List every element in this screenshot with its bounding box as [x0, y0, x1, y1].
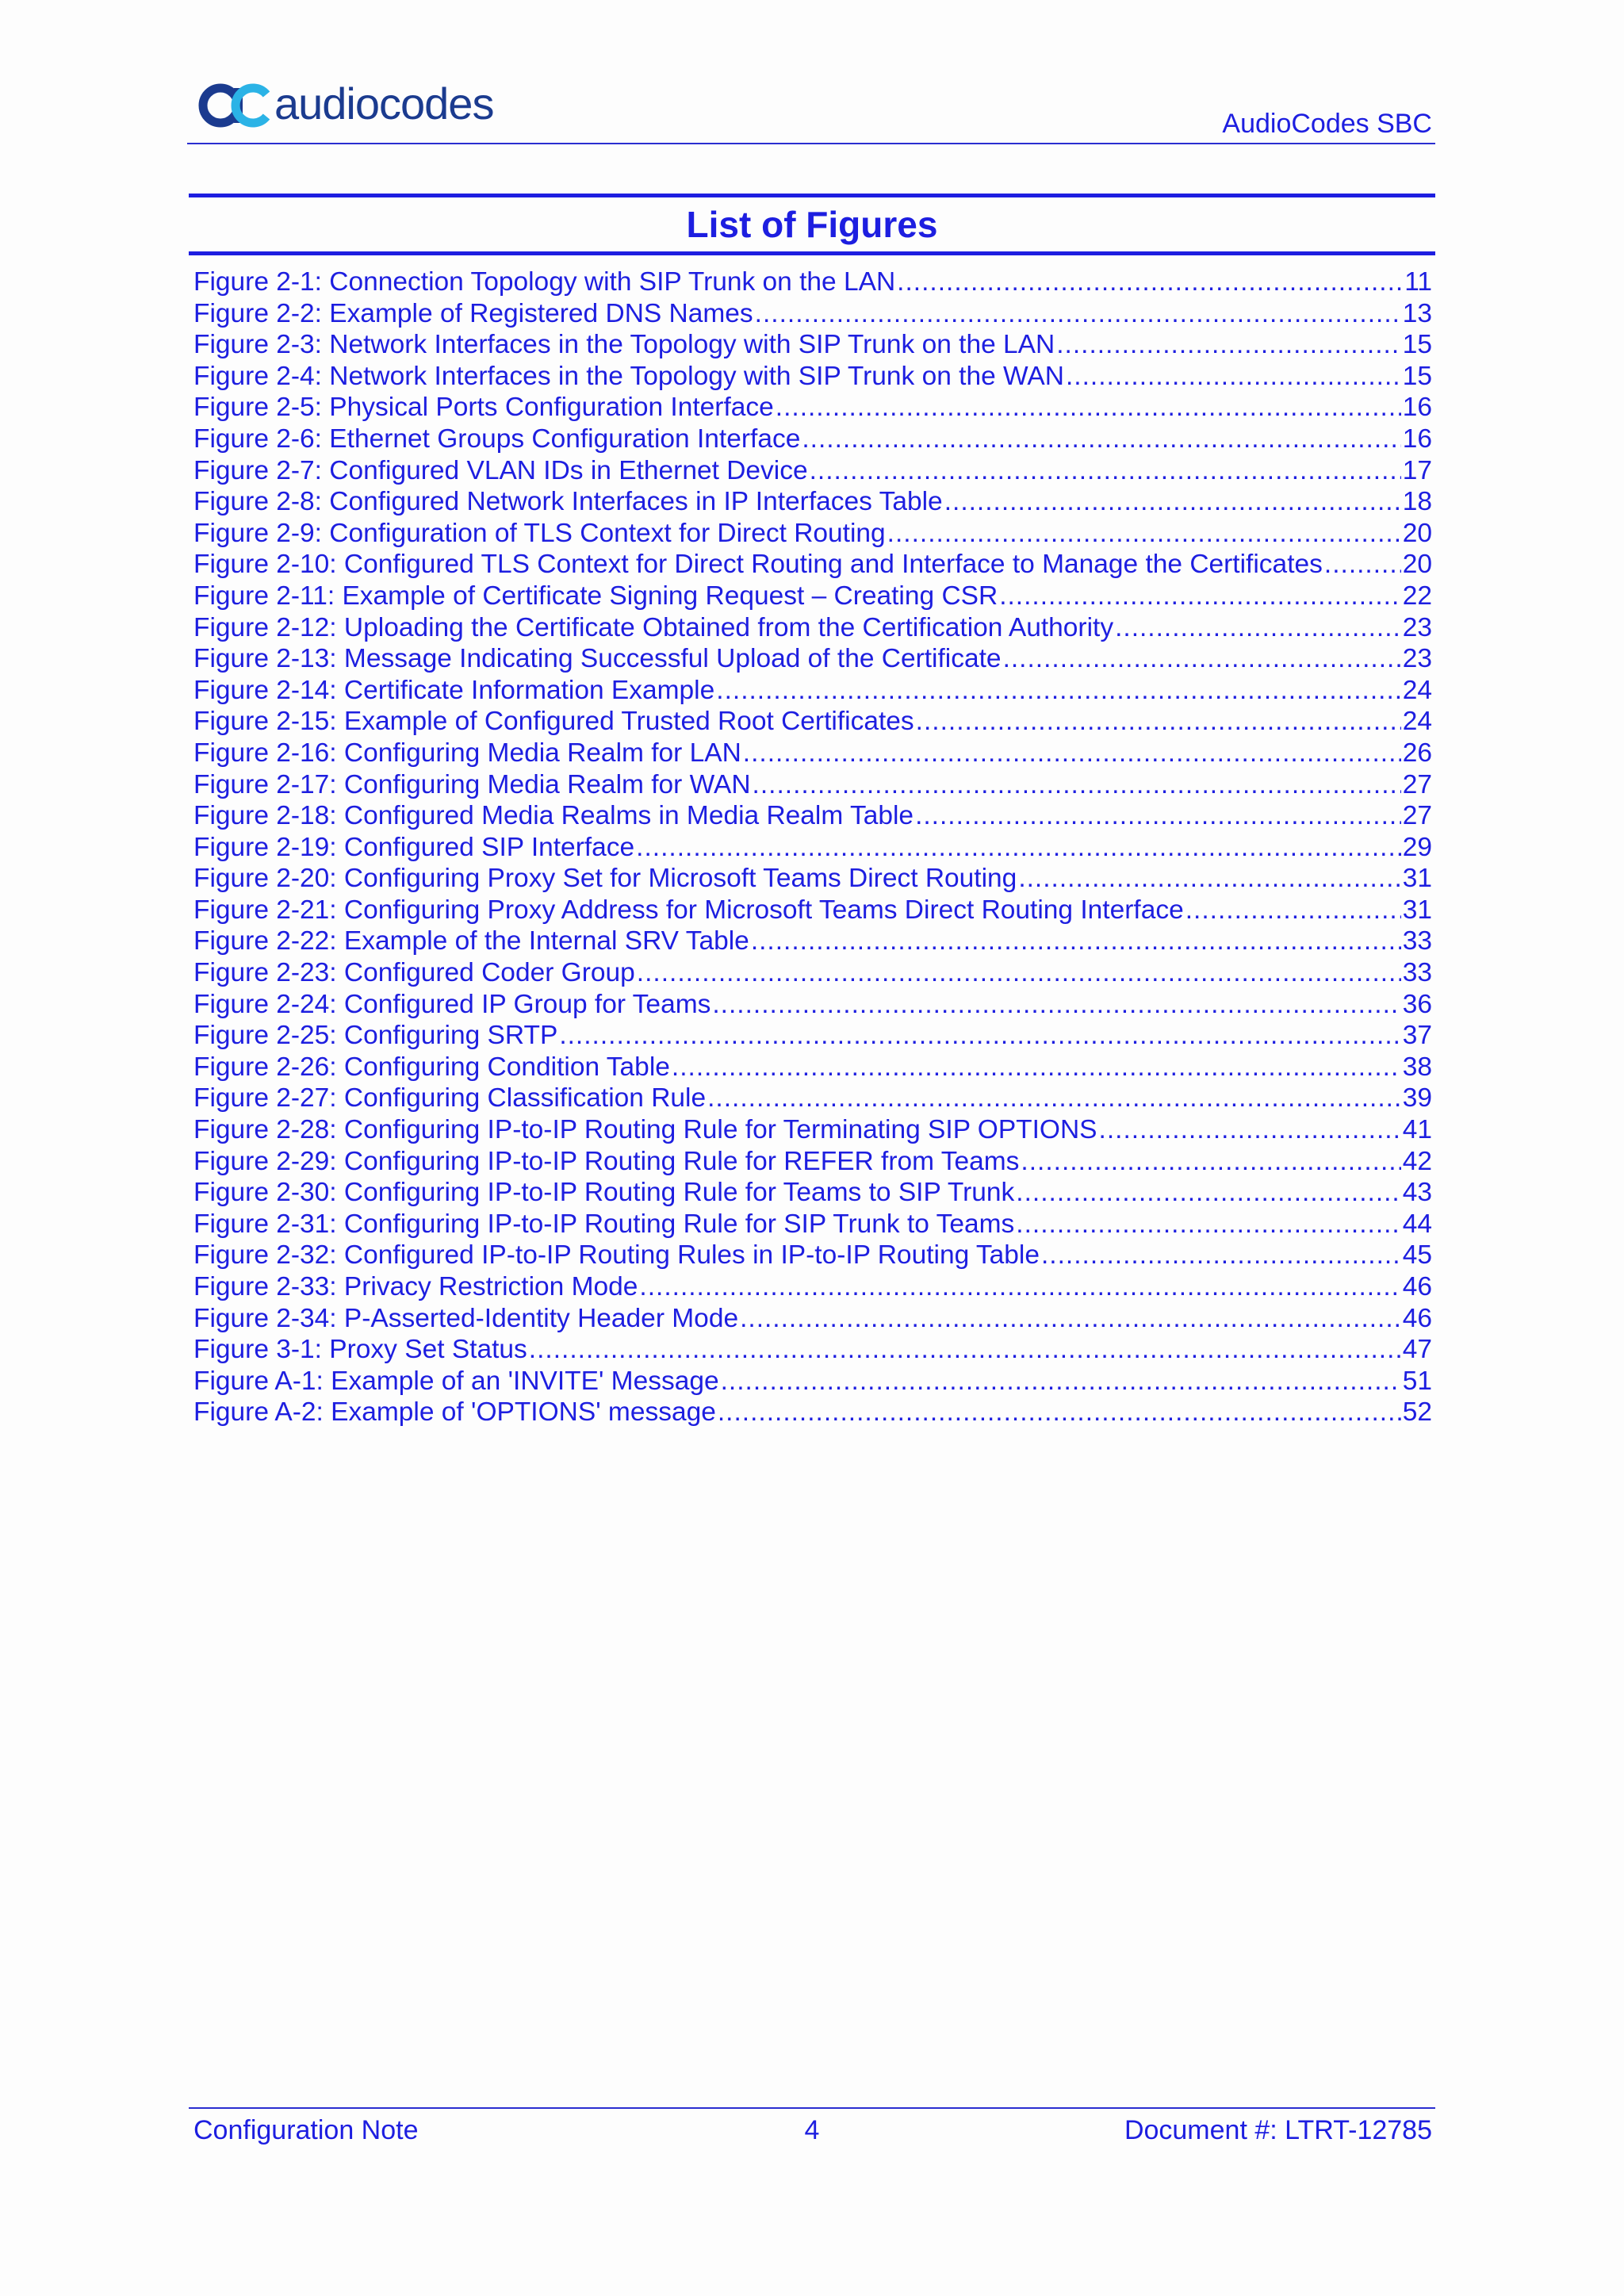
toc-entry-label: Figure 2-17: Configuring Media Realm for WAN: [193, 769, 751, 799]
toc-entry-link[interactable]: [193, 549, 1432, 581]
toc-dot-leader: [802, 424, 1400, 455]
toc-dot-leader: [1324, 549, 1401, 581]
toc-dot-leader: [999, 581, 1401, 612]
toc-entry-label: Figure 2-23: Configured Coder Group: [193, 958, 635, 988]
toc-dot-leader: [755, 298, 1401, 330]
toc-entry-link[interactable]: [193, 612, 1432, 644]
toc-entry-link[interactable]: [193, 455, 1432, 487]
toc-dot-leader: [915, 800, 1401, 832]
toc-dot-leader: [1003, 643, 1401, 675]
toc-entry-page: 42: [1402, 1146, 1432, 1176]
toc-dot-leader: [1016, 1209, 1400, 1240]
toc-entry-page: 46: [1402, 1272, 1432, 1301]
figures-list: [193, 266, 1432, 1428]
toc-entry-page: 44: [1402, 1209, 1432, 1239]
toc-entry-link[interactable]: [193, 329, 1432, 361]
toc-entry-link[interactable]: [193, 1146, 1432, 1178]
toc-dot-leader: [559, 1020, 1400, 1052]
title-band: [189, 194, 1435, 255]
toc-dot-leader: [1021, 1146, 1400, 1178]
toc-entry-link[interactable]: [193, 1240, 1432, 1271]
footer-page-number: 4: [804, 2115, 820, 2145]
page-header: [187, 76, 1435, 144]
toc-entry-page: 52: [1402, 1397, 1432, 1428]
toc-dot-leader: [887, 518, 1401, 550]
toc-entry-page: 24: [1402, 675, 1432, 705]
toc-entry-label: Figure 2-32: Configured IP-to-IP Routing Rules in IP-to-IP Routing Table: [193, 1240, 1040, 1271]
toc-entry-page: 27: [1402, 769, 1432, 799]
toc-entry-page: 47: [1402, 1335, 1432, 1365]
toc-entry-page: 15: [1402, 330, 1432, 360]
toc-entry-label: Figure 2-19: Configured SIP Interface: [193, 832, 635, 862]
toc-entry-page: 36: [1402, 989, 1432, 1019]
toc-entry-page: 16: [1402, 424, 1432, 454]
toc-dot-leader: [636, 832, 1401, 864]
toc-entry-label: Figure 2-33: Privacy Restriction Mode: [193, 1272, 638, 1301]
toc-dot-leader: [721, 1366, 1401, 1397]
toc-dot-leader: [751, 926, 1401, 957]
toc-entry-page: 23: [1402, 612, 1432, 642]
toc-entry-page: 46: [1402, 1303, 1432, 1333]
toc-entry-label: Figure 2-8: Configured Network Interfaces in IP Interfaces Table: [193, 487, 943, 517]
toc-dot-leader: [672, 1052, 1401, 1083]
toc-entry-page: 39: [1402, 1083, 1432, 1114]
toc-entry-page: 20: [1402, 550, 1432, 580]
toc-entry-page: 38: [1402, 1052, 1432, 1082]
toc-entry-label: Figure 2-29: Configuring IP-to-IP Routing Rule for REFER from Teams: [193, 1146, 1020, 1176]
toc-entry-link[interactable]: [193, 769, 1432, 801]
toc-dot-leader: [529, 1334, 1401, 1366]
toc-entry-link[interactable]: [193, 1083, 1432, 1114]
toc-dot-leader: [712, 989, 1400, 1021]
toc-entry-page: 27: [1402, 801, 1432, 831]
toc-entry-label: Figure 2-27: Configuring Classification Rule: [193, 1083, 707, 1114]
toc-dot-leader: [944, 486, 1401, 518]
toc-dot-leader: [740, 1303, 1401, 1335]
toc-entry-page: 24: [1402, 707, 1432, 737]
toc-entry-link[interactable]: [193, 957, 1432, 989]
toc-entry-link[interactable]: [193, 1209, 1432, 1240]
toc-entry-page: 26: [1402, 738, 1432, 768]
toc-entry-page: 20: [1402, 518, 1432, 548]
toc-entry-label: Figure 2-2: Example of Registered DNS Names: [193, 298, 753, 328]
toc-entry-link[interactable]: [193, 832, 1432, 864]
toc-entry-link[interactable]: [193, 1366, 1432, 1397]
page-title: List of Figures: [686, 204, 938, 245]
toc-entry-link[interactable]: [193, 392, 1432, 424]
toc-entry-link[interactable]: [193, 486, 1432, 518]
toc-entry-page: 22: [1402, 581, 1432, 611]
toc-entry-label: Figure 2-1: Connection Topology with SIP Trunk on the LAN: [193, 267, 896, 297]
toc-entry-page: 31: [1402, 864, 1432, 894]
toc-entry-link[interactable]: [193, 1020, 1432, 1052]
toc-entry-page: 41: [1402, 1115, 1432, 1145]
toc-entry-page: 15: [1402, 361, 1432, 391]
toc-entry-label: Figure 2-25: Configuring SRTP: [193, 1021, 558, 1051]
toc-entry-link[interactable]: [193, 1271, 1432, 1303]
toc-entry-label: Figure A-1: Example of an 'INVITE' Message: [193, 1366, 719, 1396]
toc-entry-label: Figure 2-31: Configuring IP-to-IP Routing Rule for SIP Trunk to Teams: [193, 1209, 1015, 1239]
toc-entry-link[interactable]: [193, 643, 1432, 675]
toc-entry-link[interactable]: [193, 706, 1432, 738]
toc-dot-leader: [639, 1271, 1400, 1303]
toc-entry-label: Figure A-2: Example of 'OPTIONS' message: [193, 1397, 716, 1428]
toc-entry-page: 13: [1402, 298, 1432, 328]
toc-entry-label: Figure 2-18: Configured Media Realms in Media Realm Table: [193, 801, 914, 831]
toc-entry-label: Figure 2-15: Example of Configured Trusted Root Certificates: [193, 707, 914, 737]
toc-entry-label: Figure 2-21: Configuring Proxy Address for Microsoft Teams Direct Routing Interface: [193, 895, 1184, 925]
toc-dot-leader: [1185, 895, 1401, 926]
toc-entry-label: Figure 2-3: Network Interfaces in the Topology with SIP Trunk on the LAN: [193, 330, 1055, 360]
toc-entry-page: 45: [1402, 1240, 1432, 1271]
toc-dot-leader: [1041, 1240, 1401, 1271]
toc-entry-label: Figure 2-11: Example of Certificate Signing Request – Creating CSR: [193, 581, 998, 611]
toc-dot-leader: [1018, 863, 1400, 895]
toc-dot-leader: [637, 957, 1401, 989]
toc-dot-leader: [743, 738, 1401, 769]
toc-entry-page: 33: [1402, 926, 1432, 956]
toc-entry-page: 23: [1402, 644, 1432, 674]
toc-entry-label: Figure 3-1: Proxy Set Status: [193, 1335, 527, 1365]
toc-entry-page: 43: [1402, 1178, 1432, 1208]
toc-entry-page: 18: [1402, 487, 1432, 517]
toc-entry-link[interactable]: [193, 298, 1432, 330]
toc-entry-link[interactable]: [193, 361, 1432, 393]
product-name: AudioCodes SBC: [1222, 109, 1432, 139]
toc-entry-link[interactable]: [193, 895, 1432, 926]
toc-entry-link[interactable]: [193, 581, 1432, 612]
toc-entry-label: Figure 2-16: Configuring Media Realm for LAN: [193, 738, 741, 768]
toc-dot-leader: [1115, 612, 1401, 644]
footer-document-type: Configuration Note: [193, 2115, 419, 2145]
toc-entry-link[interactable]: [193, 424, 1432, 455]
toc-dot-leader: [753, 769, 1401, 801]
toc-entry-label: Figure 2-20: Configuring Proxy Set for Microsoft Teams Direct Routing: [193, 864, 1017, 894]
toc-entry-link[interactable]: [193, 518, 1432, 550]
toc-entry-label: Figure 2-22: Example of the Internal SRV Table: [193, 926, 749, 956]
toc-entry-link[interactable]: [193, 800, 1432, 832]
toc-dot-leader: [916, 706, 1401, 738]
toc-dot-leader: [897, 266, 1403, 298]
toc-entry-label: Figure 2-12: Uploading the Certificate Obtained from the Certification Authority: [193, 612, 1114, 642]
toc-dot-leader: [776, 392, 1401, 424]
toc-entry-page: 33: [1402, 958, 1432, 988]
toc-entry-link[interactable]: [193, 738, 1432, 769]
logo-mark-icon: [198, 80, 271, 128]
toc-entry-link[interactable]: [193, 863, 1432, 895]
toc-entry-label: Figure 2-30: Configuring IP-to-IP Routing Rule for Teams to SIP Trunk: [193, 1178, 1015, 1208]
toc-dot-leader: [810, 455, 1401, 487]
toc-dot-leader: [1066, 361, 1401, 393]
toc-entry-label: Figure 2-28: Configuring IP-to-IP Routing Rule for Terminating SIP OPTIONS: [193, 1115, 1097, 1145]
toc-entry-label: Figure 2-34: P-Asserted-Identity Header Mode: [193, 1303, 739, 1333]
toc-entry-link[interactable]: [193, 1334, 1432, 1366]
toc-entry-link[interactable]: [193, 926, 1432, 957]
toc-entry-link[interactable]: [193, 1303, 1432, 1335]
toc-dot-leader: [718, 1397, 1401, 1428]
footer-document-number: Document #: LTRT-12785: [1124, 2115, 1432, 2145]
toc-entry-link[interactable]: [193, 675, 1432, 707]
toc-entry-page: 29: [1402, 832, 1432, 862]
toc-dot-leader: [1099, 1114, 1401, 1146]
toc-dot-leader: [1056, 329, 1401, 361]
toc-entry-link[interactable]: [193, 1177, 1432, 1209]
toc-dot-leader: [1016, 1177, 1400, 1209]
toc-entry-label: Figure 2-24: Configured IP Group for Teams: [193, 989, 711, 1019]
toc-entry-label: Figure 2-7: Configured VLAN IDs in Ethernet Device: [193, 455, 808, 485]
toc-entry-label: Figure 2-4: Network Interfaces in the Topology with SIP Trunk on the WAN: [193, 361, 1064, 391]
toc-entry-label: Figure 2-5: Physical Ports Configuration Interface: [193, 393, 774, 423]
toc-entry-link[interactable]: [193, 1114, 1432, 1146]
toc-entry-label: Figure 2-14: Certificate Information Example: [193, 675, 715, 705]
toc-entry-label: Figure 2-10: Configured TLS Context for Direct Routing and Interface to Manage the Certificates: [193, 550, 1323, 580]
toc-entry-page: 37: [1402, 1021, 1432, 1051]
toc-entry-link[interactable]: [193, 266, 1432, 298]
toc-entry-label: Figure 2-6: Ethernet Groups Configuration Interface: [193, 424, 801, 454]
toc-entry-label: Figure 2-26: Configuring Condition Table: [193, 1052, 670, 1082]
toc-dot-leader: [707, 1083, 1401, 1114]
toc-entry-label: Figure 2-13: Message Indicating Successful Upload of the Certificate: [193, 644, 1002, 674]
toc-entry-page: 31: [1402, 895, 1432, 925]
page-footer: [189, 2107, 1435, 2148]
toc-entry-link[interactable]: [193, 989, 1432, 1021]
toc-dot-leader: [716, 675, 1400, 707]
toc-entry-link[interactable]: [193, 1397, 1432, 1428]
logo-wordmark: audiocodes: [274, 79, 494, 128]
toc-entry-page: 17: [1402, 455, 1432, 485]
toc-entry-link[interactable]: [193, 1052, 1432, 1083]
audiocodes-logo: [198, 76, 493, 132]
toc-entry-page: 16: [1402, 393, 1432, 423]
toc-entry-label: Figure 2-9: Configuration of TLS Context for Direct Routing: [193, 518, 886, 548]
toc-entry-page: 11: [1404, 267, 1432, 297]
toc-entry-page: 51: [1402, 1366, 1432, 1396]
